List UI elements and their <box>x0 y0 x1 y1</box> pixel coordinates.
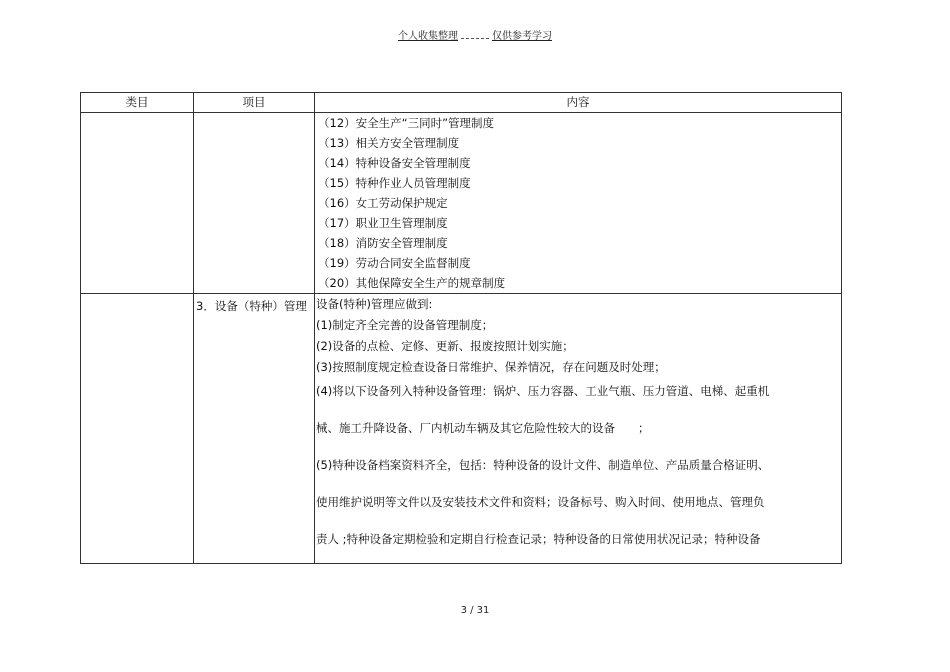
content-line: (1)制定齐全完善的设备管理制度； <box>316 318 494 332</box>
table-row <box>81 113 842 294</box>
content-line: 械、施工升降设备、厂内机动车辆及其它危险性较大的设备 ； <box>316 421 650 435</box>
content-cell <box>315 294 842 564</box>
content-line: 设备(特种)管理应做到: <box>316 297 433 311</box>
table-row <box>81 294 842 564</box>
list-item: （13）相关方安全管理制度 <box>318 136 460 150</box>
page-number: 3 / 31 <box>460 605 490 616</box>
content-line: (4)将以下设备列入特种设备管理：锅炉、压力容器、工业气瓶、压力管道、电梯、起重机 <box>316 384 770 398</box>
content-cell <box>315 113 842 294</box>
header-divider <box>461 38 489 39</box>
header-left-text: 个人收集整理 <box>398 31 458 42</box>
column-header-item: 项目 <box>194 93 315 113</box>
column-header-category: 类目 <box>81 93 194 113</box>
table-header-row <box>81 93 842 113</box>
content-line: 责人 ;特种设备定期检验和定期自行检查记录；特种设备的日常使用状况记录；特种设备 <box>316 532 761 546</box>
content-table <box>80 92 842 564</box>
list-item: （18）消防安全管理制度 <box>318 236 448 250</box>
header-right-text: 仅供参考学习 <box>492 31 552 42</box>
content-line: (2)设备的点检、定修、更新、报废按照计划实施； <box>316 339 574 353</box>
content-line: 使用维护说明等文件以及安装技术文件和资料；设备标号、购入时间、使用地点、管理负 <box>316 495 765 509</box>
page-header <box>0 27 950 42</box>
list-item: （12）安全生产“三同时”管理制度 <box>318 116 495 130</box>
list-item: （19）劳动合同安全监督制度 <box>318 256 471 270</box>
item-cell: 3．设备（特种）管理 <box>194 294 315 564</box>
list-item: （14）特种设备安全管理制度 <box>318 156 471 170</box>
category-cell <box>81 113 194 294</box>
item-cell <box>194 113 315 294</box>
column-header-content: 内容 <box>315 93 842 113</box>
list-item: （17）职业卫生管理制度 <box>318 216 448 230</box>
category-cell <box>81 294 194 564</box>
list-item: （16）女工劳动保护规定 <box>318 196 448 210</box>
content-line: (3)按照制度规定检查设备日常维护、保养情况，存在问题及时处理； <box>316 360 666 374</box>
content-line: (5)特种设备档案资料齐全，包括：特种设备的设计文件、制造单位、产品质量合格证明、 <box>316 458 770 472</box>
list-item: （20）其他保障安全生产的规章制度 <box>318 276 506 290</box>
list-item: （15）特种作业人员管理制度 <box>318 176 471 190</box>
